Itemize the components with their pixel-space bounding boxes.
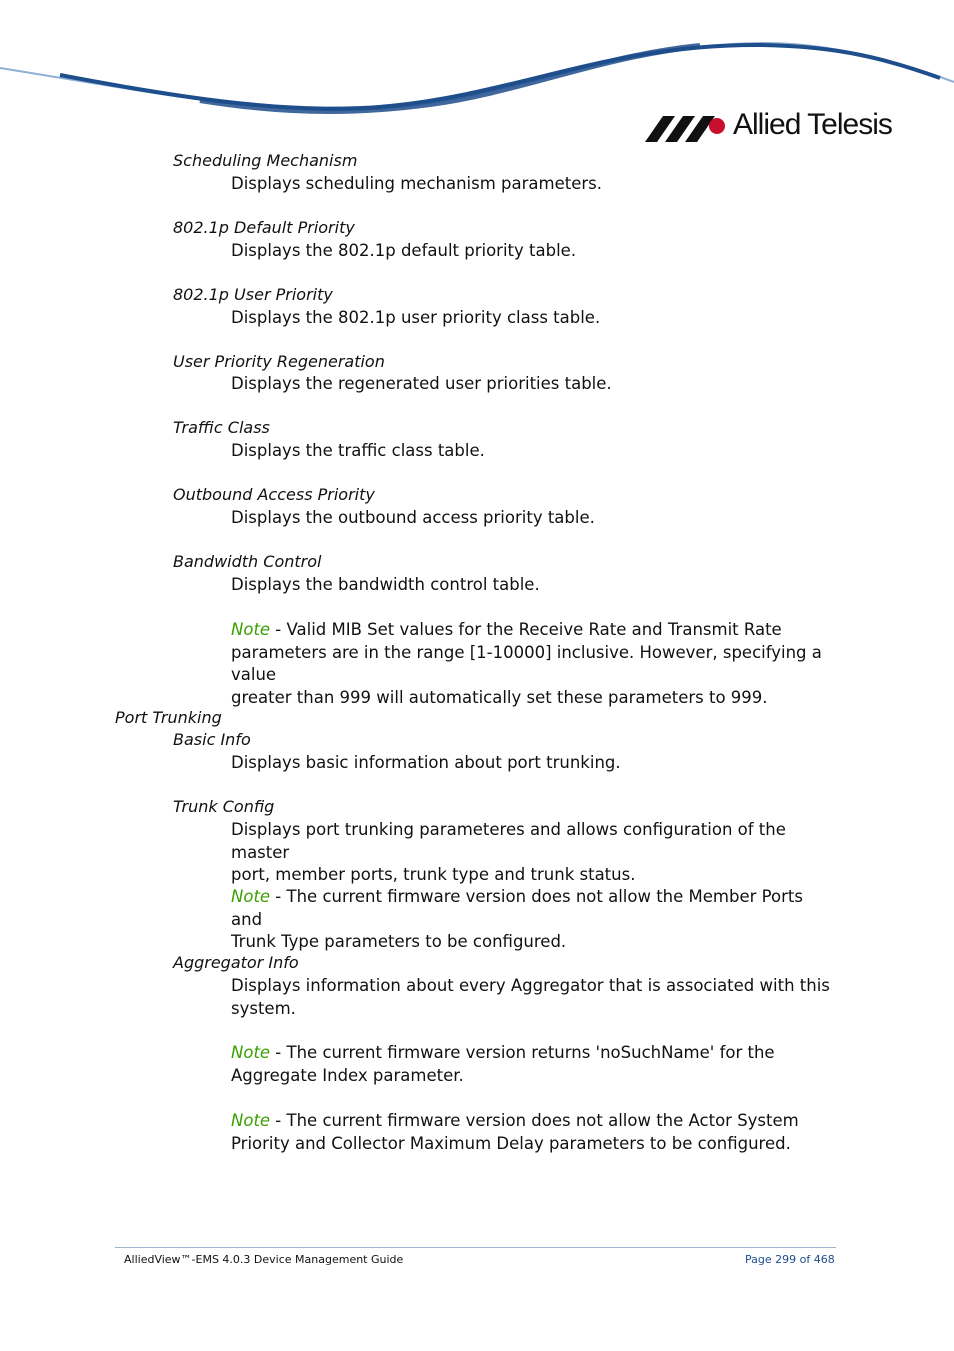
section-heading: Scheduling Mechanism	[173, 151, 358, 170]
section-heading: Outbound Access Priority	[173, 485, 375, 504]
note-label: Note	[231, 1043, 271, 1062]
note-text: - The current firmware version does not allow the Member Ports and	[231, 887, 803, 929]
port-trunking-heading: Port Trunking	[115, 708, 222, 727]
note-text: Priority and Collector Maximum Delay parameters to be configured.	[231, 1133, 791, 1153]
section-heading: 802.1p Default Priority	[173, 218, 355, 237]
note-label: Note	[231, 620, 271, 639]
section-description: Displays scheduling mechanism parameters.	[231, 174, 602, 193]
section-description: Displays basic information about port trunking.	[231, 753, 621, 772]
section-heading: Aggregator Info	[173, 953, 299, 972]
section-description	[231, 819, 831, 887]
note-text: Aggregate Index parameter.	[231, 1065, 464, 1085]
section-heading: User Priority Regeneration	[173, 352, 385, 371]
description-line: Displays port trunking parameteres and allows configuration of the master	[231, 820, 786, 862]
logo-text: Allied Telesis	[733, 108, 892, 141]
note-text: - Valid MIB Set values for the Receive Rate and Transmit Rate	[270, 620, 782, 639]
note-paragraph	[231, 1042, 831, 1087]
note-text: - The current firmware version returns 'noSuchName' for the	[270, 1043, 775, 1062]
section-description	[231, 975, 831, 1020]
allied-telesis-logo	[645, 108, 905, 148]
note-label: Note	[231, 1111, 271, 1130]
note-text: greater than 999 will automatically set these parameters to 999.	[231, 687, 768, 707]
section-heading: Basic Info	[173, 730, 251, 749]
description-line: port, member ports, trunk type and trunk status.	[231, 865, 636, 884]
note-paragraph	[231, 619, 831, 709]
section-description: Displays the traffic class table.	[231, 441, 485, 460]
section-heading: Traffic Class	[173, 418, 270, 437]
section-description: Displays the bandwidth control table.	[231, 575, 540, 594]
note-text: parameters are in the range [1-10000] inclusive. However, specifying a value	[231, 642, 822, 684]
description-line: system.	[231, 998, 296, 1018]
note-paragraph	[231, 1110, 831, 1155]
footer-rule	[115, 1247, 836, 1248]
logo-mark-icon	[645, 112, 727, 142]
section-heading: Trunk Config	[173, 797, 275, 816]
description-line: Displays information about every Aggregator that is associated with this	[231, 976, 830, 995]
note-text: Trunk Type parameters to be configured.	[231, 932, 567, 951]
note-label: Note	[231, 887, 271, 906]
section-description: Displays the outbound access priority table.	[231, 508, 595, 527]
note-text: - The current firmware version does not allow the Actor System	[270, 1111, 799, 1130]
note-paragraph	[231, 886, 831, 954]
section-heading: 802.1p User Priority	[173, 285, 333, 304]
page-number: Page 299 of 468	[745, 1253, 835, 1266]
section-description: Displays the 802.1p default priority table.	[231, 241, 577, 260]
section-description: Displays the regenerated user priorities table.	[231, 374, 612, 393]
section-heading: Bandwidth Control	[173, 552, 322, 571]
footer-title: AlliedView™-EMS 4.0.3 Device Management Guide	[124, 1253, 404, 1266]
section-description: Displays the 802.1p user priority class table.	[231, 308, 601, 327]
